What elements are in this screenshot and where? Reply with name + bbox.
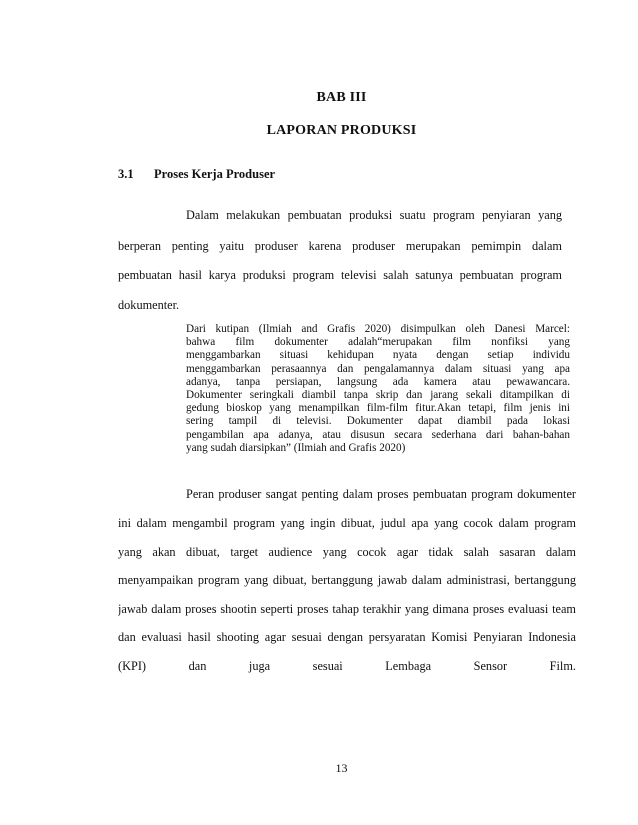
quote-line: sering tampil di televisi. Dokumenter dapat diambil pada lokasi	[186, 415, 570, 428]
quote-line: gedung bioskop yang menampilkan film-film fitur.Akan tetapi, film jenis ini	[186, 402, 570, 415]
quote-line: adanya, tanpa persiapan, langsung ada kamera atau pewawancara.	[186, 375, 570, 388]
paragraph-line: ini dalam mengambil program yang ingin dibuat, judul apa yang cocok dalam program	[118, 516, 576, 530]
section-number: 3.1	[118, 167, 134, 181]
quote-line: yang sudah diarsipkan” (Ilmiah and Grafis 2020)	[186, 441, 406, 454]
quote-line: menggambarkan situasi kehidupan nyata dengan setiap individu	[186, 349, 570, 362]
quote-line: menggambarkan perasaannya dan pengalamannya dalam situasi yang apa	[186, 362, 570, 375]
paragraph-line: dan evaluasi hasil shooting agar sesuai dengan persyaratan Komisi Penyiaran Indonesia	[118, 630, 576, 644]
page-number: 13	[335, 761, 348, 775]
quote-line: Dari kutipan (Ilmiah and Grafis 2020) disimpulkan oleh Danesi Marcel:	[186, 323, 570, 335]
paragraph-line: yang akan dibuat, target audience yang cocok agar tidak salah sasaran dalam	[118, 545, 576, 559]
paragraph-line: Dalam melakukan pembuatan produksi suatu program penyiaran yang	[186, 208, 562, 222]
paragraph-line: menyampaikan program yang dibuat, bertanggung jawab dalam administrasi, bertanggung	[118, 573, 576, 587]
paragraph-line: Peran produser sangat penting dalam proses pembuatan program dokumenter	[186, 487, 576, 501]
paragraph-line: jawab dalam proses shootin seperti proses tahap terakhir yang dimana proses evaluasi team	[118, 602, 576, 616]
paragraph-line: dokumenter.	[118, 298, 180, 312]
quote-line: bahwa film dokumenter adalah“merupakan film nonfiksi yang	[186, 336, 570, 349]
paragraph-line: berperan penting yaitu produser karena produser merupakan pemimpin dalam	[118, 239, 562, 253]
quote-line: Dokumenter seringkali diambil tanpa skrip dan jarang sekali ditampilkan di	[186, 389, 570, 402]
paragraph-line: pembuatan hasil karya produksi program televisi salah satunya pembuatan program	[118, 268, 562, 282]
block-quote	[186, 323, 570, 455]
section-title: Proses Kerja Produser	[154, 167, 276, 181]
paragraph-line: (KPI) dan juga sesuai Lembaga Sensor Film.	[118, 659, 576, 673]
section-heading	[118, 167, 275, 182]
chapter-title: LAPORAN PRODUKSI	[266, 123, 417, 138]
chapter-heading: BAB III	[316, 90, 367, 105]
quote-line: pengambilan apa adanya, atau disusun secara sederhana dari bahan-bahan	[186, 428, 570, 441]
